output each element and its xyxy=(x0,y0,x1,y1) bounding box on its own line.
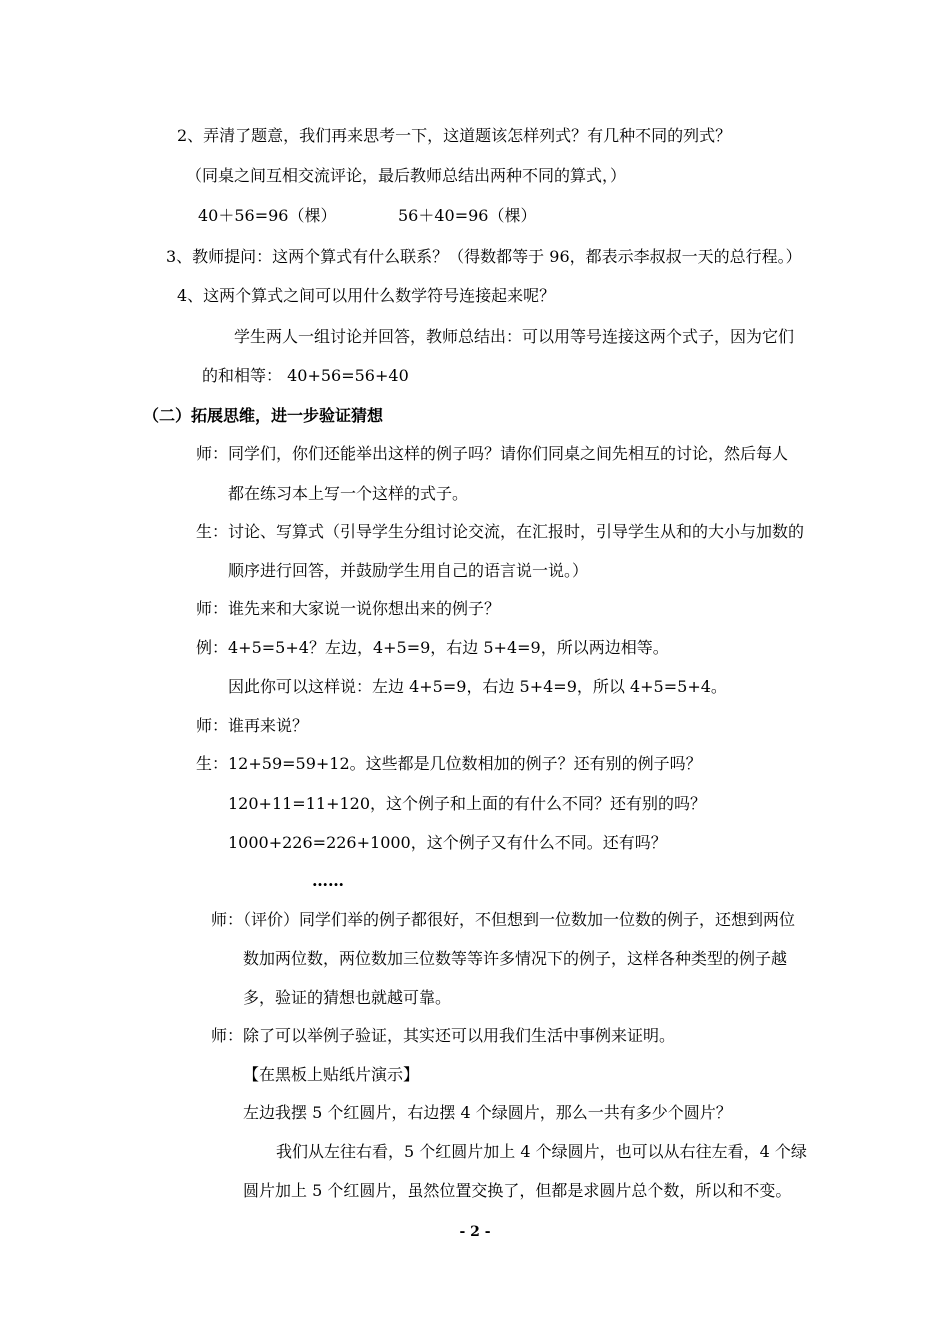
text-line: 2、弄清了题意，我们再来思考一下，这道题该怎样列式？有几种不同的列式？ xyxy=(177,126,732,145)
text-line: 的和相等： 40+56=56+40 xyxy=(202,366,409,385)
text-line: 学生两人一组讨论并回答，教师总结出：可以用等号连接这两个式子，因为它们 xyxy=(234,327,795,346)
section-heading: （二）拓展思维，进一步验证猜想 xyxy=(143,406,384,425)
text-line: 56＋40=96（棵） xyxy=(398,206,537,225)
text-line: 40＋56=96（棵） xyxy=(198,206,337,225)
text-line: 120+11=11+120，这个例子和上面的有什么不同？还有别的吗？ xyxy=(228,794,707,813)
text-line: 因此你可以这样说：左边 4+5=9，右边 5+4=9，所以 4+5=5+4。 xyxy=(228,677,727,696)
text-line: 圆片加上 5 个红圆片，虽然位置交换了，但都是求圆片总个数，所以和不变。 xyxy=(243,1181,792,1200)
text-line: 师：谁再来说？ xyxy=(196,716,309,735)
text-line: 师：同学们，你们还能举出这样的例子吗？请你们同桌之间先相互的讨论，然后每人 xyxy=(196,444,789,463)
text-line: 4、这两个算式之间可以用什么数学符号连接起来呢？ xyxy=(177,286,556,305)
text-line: （同桌之间互相交流评论，最后教师总结出两种不同的算式，） xyxy=(186,166,627,185)
text-line: 1000+226=226+1000，这个例子又有什么不同。还有吗？ xyxy=(228,833,667,852)
text-line: 左边我摆 5 个红圆片，右边摆 4 个绿圆片，那么一共有多少个圆片？ xyxy=(243,1103,732,1122)
text-line: 都在练习本上写一个这样的式子。 xyxy=(228,484,469,503)
text-line: 数加两位数，两位数加三位数等等许多情况下的例子，这样各种类型的例子越 xyxy=(243,949,788,968)
text-line: 师：谁先来和大家说一说你想出来的例子？ xyxy=(196,599,501,618)
page-number: - 2 - xyxy=(459,1224,491,1240)
text-line: 例：4+5=5+4？左边，4+5=9，右边 5+4=9，所以两边相等。 xyxy=(196,638,669,657)
text-line: 顺序进行回答，并鼓励学生用自己的语言说一说。） xyxy=(228,561,589,580)
text-line: 生：讨论、写算式（引导学生分组讨论交流，在汇报时，引导学生从和的大小与加数的 xyxy=(196,522,805,541)
text-line: 【在黑板上贴纸片演示】 xyxy=(243,1065,420,1084)
text-line: 3、教师提问：这两个算式有什么联系？（得数都等于 96，都表示李叔叔一天的总行程。） xyxy=(166,247,802,266)
text-line: 我们从左往右看，5 个红圆片加上 4 个绿圆片，也可以从右往左看，4 个绿 xyxy=(276,1142,807,1161)
text-line: 师：除了可以举例子验证，其实还可以用我们生活中事例来证明。 xyxy=(211,1026,676,1045)
text-line: 多，验证的猜想也就越可靠。 xyxy=(243,988,452,1007)
text-line: 师：（评价）同学们举的例子都很好，不但想到一位数加一位数的例子，还想到两位 xyxy=(211,910,796,929)
text-line: 生：12+59=59+12。这些都是几位数相加的例子？还有别的例子吗？ xyxy=(196,754,702,773)
ellipsis: …… xyxy=(312,871,344,890)
